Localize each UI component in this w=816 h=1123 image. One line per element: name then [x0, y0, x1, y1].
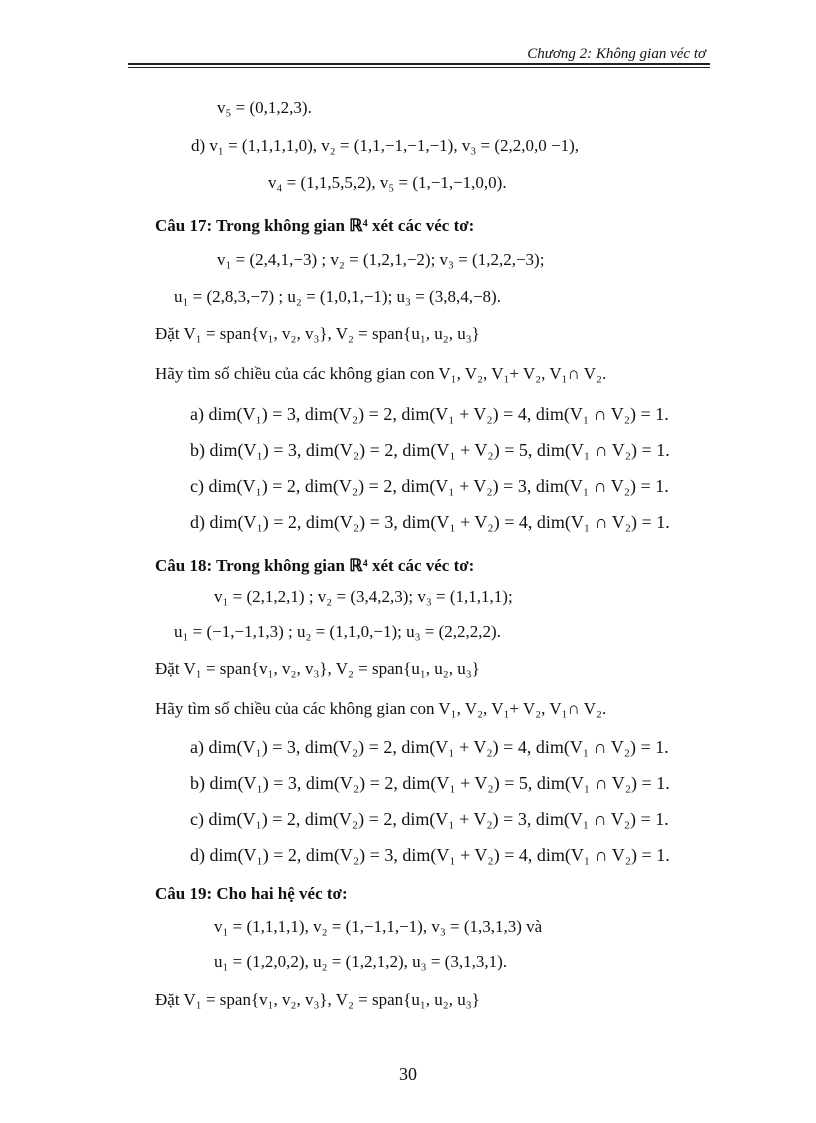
text-line: v₁ = (2,4,1,−3) ; v₂ = (1,2,1,−2); v₃ = (1,2,2,−3); [217, 250, 545, 269]
answer-option: c) dim(V₁) = 2, dim(V₂) = 2, dim(V₁ + V₂) = 3, dim(V₁ ∩ V₂) = 1. [190, 476, 669, 496]
text-line: d) v₁ = (1,1,1,1,0), v₂ = (1,1,−1,−1,−1), v₃ = (2,2,0,0 −1), [191, 136, 580, 155]
answer-option: c) dim(V₁) = 2, dim(V₂) = 2, dim(V₁ + V₂) = 3, dim(V₁ ∩ V₂) = 1. [190, 809, 669, 829]
question-heading: Câu 17: Trong không gian ℝ⁴ xét các véc tơ: [155, 216, 475, 235]
answer-option: a) dim(V₁) = 3, dim(V₂) = 2, dim(V₁ + V₂) = 4, dim(V₁ ∩ V₂) = 1. [190, 404, 669, 424]
text-line: v₄ = (1,1,5,5,2), v₅ = (1,−1,−1,0,0). [268, 173, 507, 192]
question-heading: Câu 18: Trong không gian ℝ⁴ xét các véc tơ: [155, 556, 475, 575]
text-line: Đặt V₁ = span{v₁, v₂, v₃}, V₂ = span{u₁, u₂, u₃} [155, 324, 480, 343]
chapter-title: Chương 2: Không gian véc tơ [527, 46, 706, 62]
answer-option: b) dim(V₁) = 3, dim(V₂) = 2, dim(V₁ + V₂) = 5, dim(V₁ ∩ V₂) = 1. [190, 773, 670, 793]
text-line: u₁ = (1,2,0,2), u₂ = (1,2,1,2), u₃ = (3,1,3,1). [214, 952, 508, 971]
answer-option: d) dim(V₁) = 2, dim(V₂) = 3, dim(V₁ + V₂) = 4, dim(V₁ ∩ V₂) = 1. [190, 512, 670, 532]
text-line: Hãy tìm số chiều của các không gian con V₁, V₂, V₁+ V₂, V₁∩ V₂. [155, 699, 607, 718]
answer-option: b) dim(V₁) = 3, dim(V₂) = 2, dim(V₁ + V₂) = 5, dim(V₁ ∩ V₂) = 1. [190, 440, 670, 460]
question-heading: Câu 19: Cho hai hệ véc tơ: [155, 884, 348, 903]
page-number: 30 [399, 1064, 417, 1084]
text-line: v₅ = (0,1,2,3). [217, 98, 312, 117]
text-line: u₁ = (2,8,3,−7) ; u₂ = (1,0,1,−1); u₃ = (3,8,4,−8). [174, 287, 501, 306]
text-line: v₁ = (1,1,1,1), v₂ = (1,−1,1,−1), v₃ = (1,3,1,3) và [214, 917, 543, 936]
header-rule-thick [128, 63, 710, 65]
text-line: Đặt V₁ = span{v₁, v₂, v₃}, V₂ = span{u₁, u₂, u₃} [155, 990, 480, 1009]
answer-option: d) dim(V₁) = 2, dim(V₂) = 3, dim(V₁ + V₂) = 4, dim(V₁ ∩ V₂) = 1. [190, 845, 670, 865]
text-line: v₁ = (2,1,2,1) ; v₂ = (3,4,2,3); v₃ = (1,1,1,1); [214, 587, 513, 606]
answer-option: a) dim(V₁) = 3, dim(V₂) = 2, dim(V₁ + V₂) = 4, dim(V₁ ∩ V₂) = 1. [190, 737, 669, 757]
header-rule-thin [128, 67, 710, 68]
text-line: u₁ = (−1,−1,1,3) ; u₂ = (1,1,0,−1); u₃ = (2,2,2,2). [174, 622, 501, 641]
text-line: Đặt V₁ = span{v₁, v₂, v₃}, V₂ = span{u₁, u₂, u₃} [155, 659, 480, 678]
text-line: Hãy tìm số chiều của các không gian con V₁, V₂, V₁+ V₂, V₁∩ V₂. [155, 364, 607, 383]
